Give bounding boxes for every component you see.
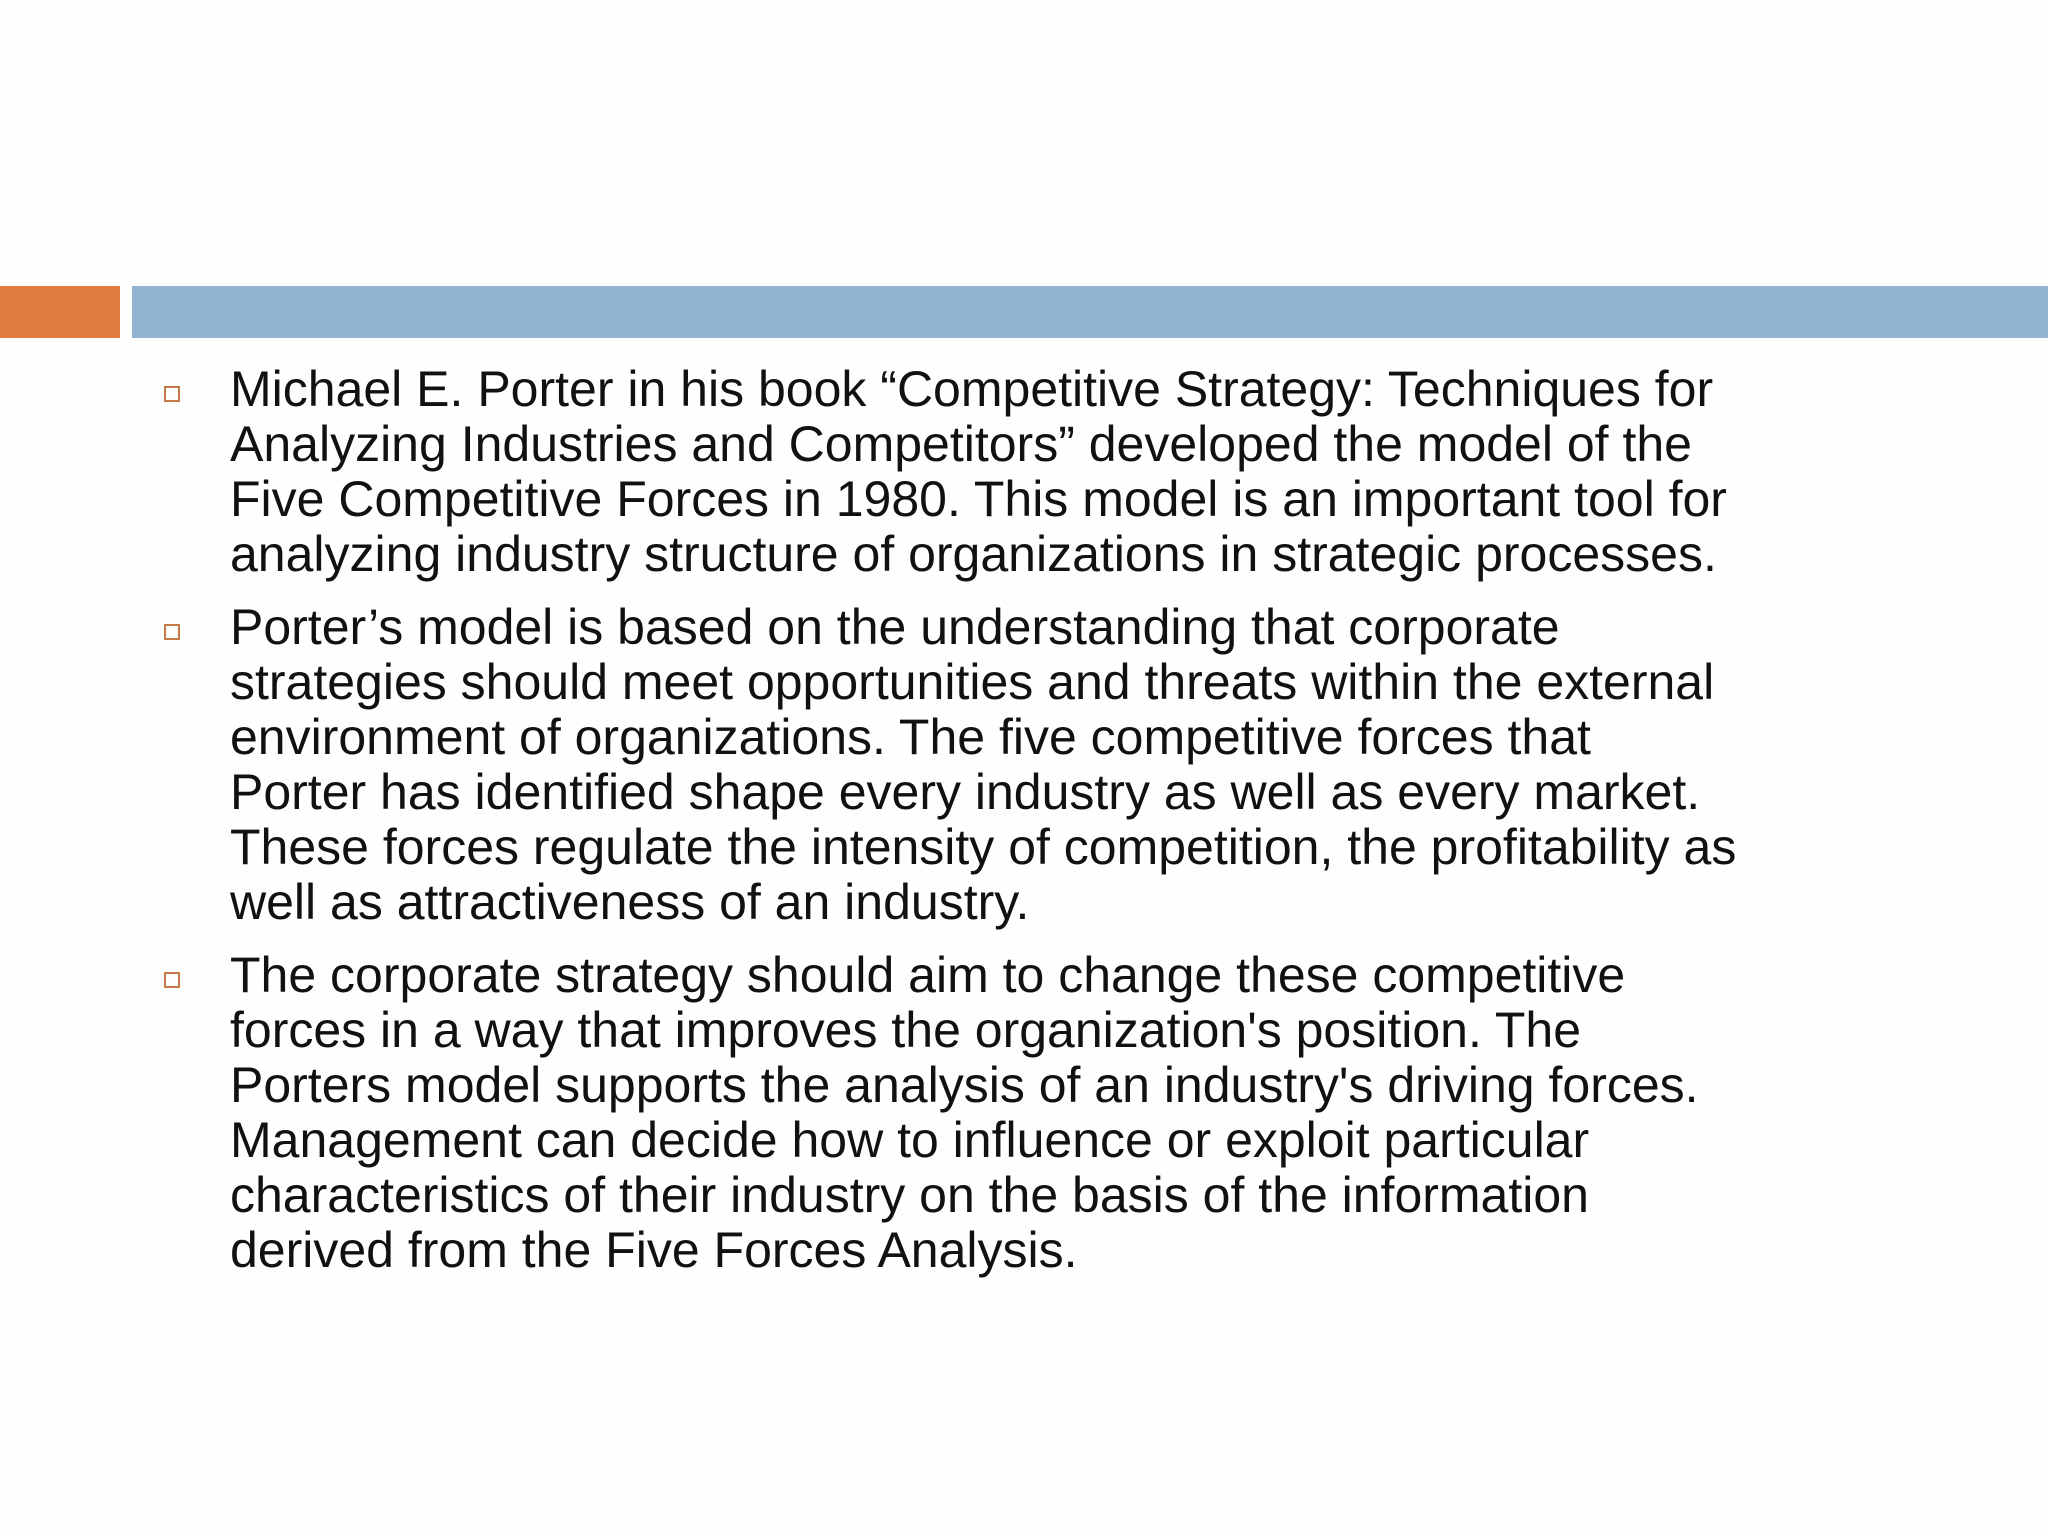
- hollow-square-bullet-icon: [164, 624, 180, 640]
- bullet-text: Porter’s model is based on the understanding that corporate strategies should meet opportunities and threats within the external environment of organizations. The five competitive forces that Porter has identified shape every industry as well as every market. These forces regulate the intensity of competition, the profitability as well as attractiveness of an industry.: [230, 599, 1737, 930]
- bullet-list: [158, 362, 1958, 1296]
- bullet-text: The corporate strategy should aim to change these competitive forces in a way that improves the organization's position. The Porters model supports the analysis of an industry's driving forces. Management can decide how to influence or exploit particular characteristics of their industry on the basis of the information derived from the Five Forces Analysis.: [230, 947, 1699, 1278]
- hollow-square-bullet-icon: [164, 972, 180, 988]
- bullet-item: [158, 600, 1958, 930]
- bullet-item: [158, 948, 1958, 1278]
- bullet-item: [158, 362, 1958, 582]
- bullet-text: Michael E. Porter in his book “Competitive Strategy: Techniques for Analyzing Industries and Competitors” developed the model of the Five Competitive Forces in 1980. This model is an important tool for analyzing industry structure of organizations in strategic processes.: [230, 361, 1727, 582]
- accent-bar-blue: [132, 286, 2048, 338]
- accent-bar-orange: [0, 286, 120, 338]
- hollow-square-bullet-icon: [164, 386, 180, 402]
